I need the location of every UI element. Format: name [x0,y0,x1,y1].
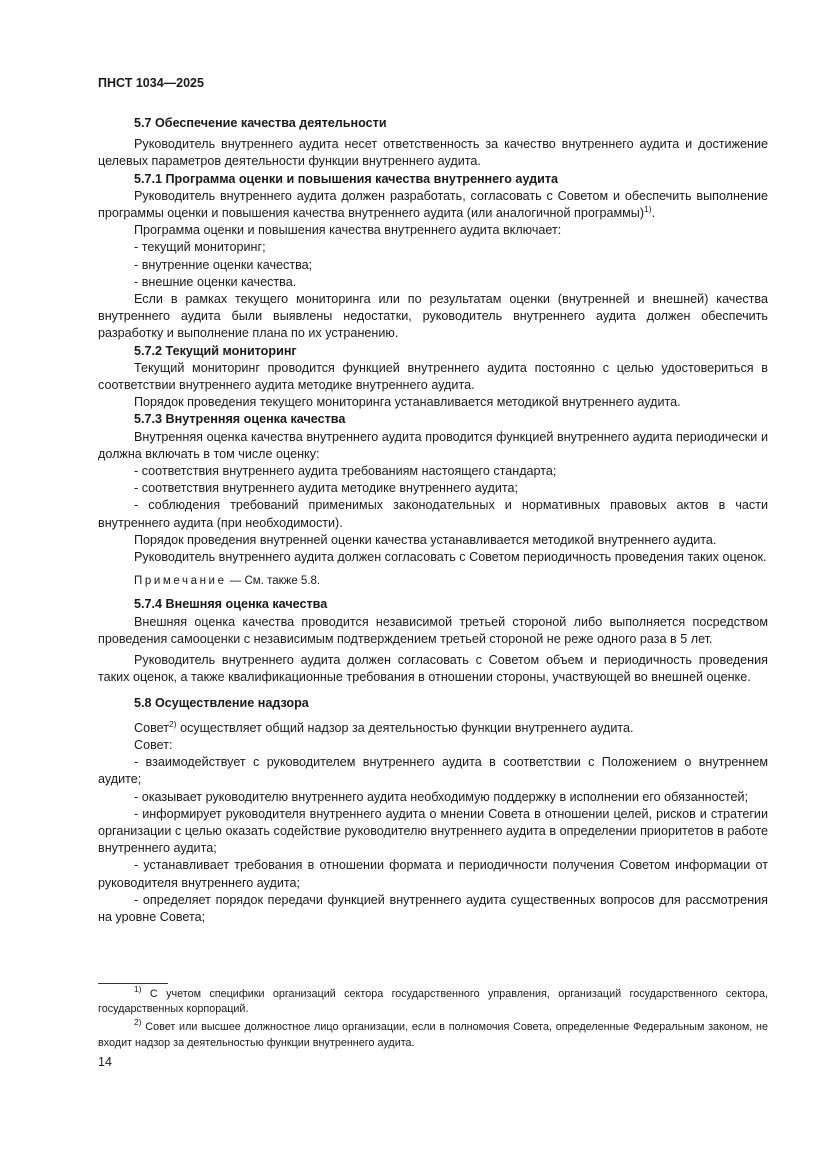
footnote-divider [98,983,168,984]
document-body [98,115,768,926]
section-5-7-4-title: 5.7.4 Внешняя оценка качества [134,597,328,612]
paragraph: Порядок проведения внутренней оценки качества устанавливается методикой внутреннего аудита. [134,532,717,547]
paragraph: Совет$^{2)}$ осуществляет общий надзор за деятельностью функции внутреннего аудита. [134,718,634,735]
paragraph: Руководитель внутреннего аудита должен согласовать с Советом объем и периодичность проведения таких оценок, а также квалификационные требования в отношении стороны, участвующей во внешней оценке. [98,653,768,685]
note: Примечание — См. также 5.8. [134,575,321,588]
footnote-1: $^{1)}$ С учетом специфики организаций сектора государственного управления, организаций государственного сектора, государственных корпораций. [98,984,768,1016]
list-item: - внутренние оценки качества; [134,257,313,272]
list-item: - оказывает руководителю внутреннего аудита необходимую поддержку в исполнении его обязанностей; [134,789,749,804]
section-5-8-title: 5.8 Осуществление надзора [134,695,309,710]
paragraph: Текущий мониторинг проводится функцией внутреннего аудита постоянно с целью удостовериться в соответствии внутреннего аудита методике внутреннего аудита. [98,360,768,393]
list-item: - соблюдения требований применимых законодательных и нормативных правовых актов в части внутреннего аудита (при необходимости). [98,498,768,530]
paragraph: Если в рамках текущего мониторинга или по результатам оценки (внутренней и внешней) качества внутреннего аудита были выявлены недостатки, руководитель внутреннего аудита должен обеспечить разработку и выполнение плана по их устранению. [98,292,768,341]
footnotes [98,984,768,1054]
list-item: - информирует руководителя внутреннего аудита о мнении Совета в отношении целей, рисков и стратегии организации с целью оказать содействие руководителю внутреннего аудита в определении приоритетов в работе внутреннего аудита; [98,806,768,856]
paragraph: Внешняя оценка качества проводится независимой третьей стороной либо выполняется посредством проведения самооценки с независимым подтверждением третьей стороной не реже одного раза в 5 лет. [98,614,768,646]
page-number: 14 [98,1055,112,1069]
paragraph: Порядок проведения текущего мониторинга устанавливается методикой внутреннего аудита. [134,395,681,410]
list-item: - соответствия внутреннего аудита методике внутреннего аудита; [134,481,519,496]
paragraph: Внутренняя оценка качества внутреннего аудита проводится функцией внутреннего аудита периодически и должна включать в том числе оценку: [98,429,768,461]
list-item: - соответствия внутреннего аудита требованиям настоящего стандарта; [134,464,557,479]
paragraph: Совет: [134,737,173,752]
footnote-ref-2: 2) [169,718,177,729]
paragraph: Руководитель внутреннего аудита должен согласовать с Советом периодичность проведения таких оценок. [134,550,767,565]
section-5-7-2-title: 5.7.2 Текущий мониторинг [134,343,297,358]
paragraph: Программа оценки и повышения качества внутреннего аудита включает: [134,223,562,238]
section-5-7-1-title: 5.7.1 Программа оценки и повышения качества внутреннего аудита [134,171,559,186]
section-5-7-title: 5.7 Обеспечение качества деятельности [134,116,387,130]
list-item: - определяет порядок передачи функцией внутреннего аудита существенных вопросов для рассмотрения на уровне Совета; [98,892,768,924]
list-item: - внешние оценки качества. [134,274,297,289]
list-item: - устанавливает требования в отношении формата и периодичности получения Советом информации от руководителя внутреннего аудита; [98,858,768,890]
paragraph: Руководитель внутреннего аудита несет ответственность за качество внутреннего аудита и достижение целевых параметров деятельности функции внутреннего аудита. [98,137,768,169]
section-5-7-3-title: 5.7.3 Внутренняя оценка качества [134,412,346,427]
list-item: - текущий мониторинг; [134,240,266,255]
footnote-2: $^{2)}$ Совет или высшее должностное лицо организации, если в полномочия Совета, определенные Федеральным законом, не входит надзор за деятельностью функции внутреннего аудита. [98,1017,768,1049]
list-item: - взаимодействует с руководителем внутреннего аудита в соответствии с Положением о внутреннем аудите; [98,755,768,787]
note-label: Примечание [134,575,227,588]
paragraph: Руководитель внутреннего аудита должен разработать, согласовать с Советом и обеспечить выполнение программы оценки и повышения качества внутреннего аудита (или аналогичной программы)$^{1)}$. [98,188,768,221]
standard-designation: ПНСТ 1034—2025 [98,76,204,90]
footnote-ref-1: 1) [644,204,652,215]
